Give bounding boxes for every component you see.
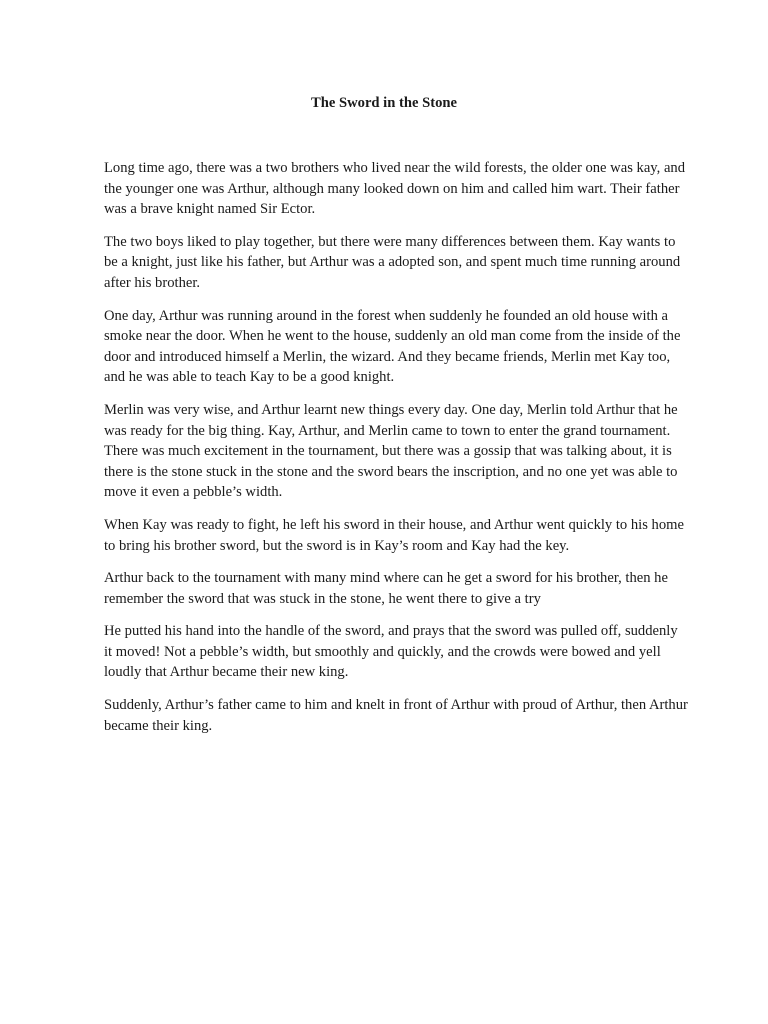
- document-body: [104, 158, 688, 748]
- paragraph: Long time ago, there was a two brothers who lived near the wild forests, the older one was kay, and the younger one was Arthur, although many looked down on him and called him wart. Their father was a brave knight named Sir Ector.: [104, 160, 686, 218]
- paragraph: One day, Arthur was running around in the forest when suddenly he founded an old house with a smoke near the door. When he went to the house, suddenly an old man come from the inside of the door and introduced himself a Merlin, the wizard. And they became friends, Merlin met Kay too, and he was able to teach Kay to be a good knight.: [104, 307, 681, 386]
- paragraph: Arthur back to the tournament with many mind where can he get a sword for his brother, then he remember the sword that was stuck in the stone, he went there to give a try: [104, 570, 668, 607]
- paragraph: He putted his hand into the handle of the sword, and prays that the sword was pulled off, suddenly it moved! Not a pebble’s width, but smoothly and quickly, and the crowds were bowed and yell loudly that Arthur became their new king.: [104, 623, 678, 681]
- paragraph: When Kay was ready to fight, he left his sword in their house, and Arthur went quickly to his home to bring his brother sword, but the sword is in Kay’s room and Kay had the key.: [104, 516, 684, 554]
- paragraph: The two boys liked to play together, but there were many differences between them. Kay wants to be a knight, just like his father, but Arthur was a adopted son, and spent much time running around after his brother.: [104, 233, 681, 291]
- paragraph: Suddenly, Arthur’s father came to him and knelt in front of Arthur with proud of Arthur, then Arthur became their king.: [104, 697, 688, 734]
- document-title: The Sword in the Stone: [311, 95, 457, 111]
- paragraph: Merlin was very wise, and Arthur learnt new things every day. One day, Merlin told Arthur that he was ready for the big thing. Kay, Arthur, and Merlin came to town to enter the grand tournament. There was much excitement in the tournament, but there was a gossip that was talking about, it is there is the stone stuck in the stone and the sword bears the inscription, and no one yet was able to move it even a pebble’s width.: [104, 401, 678, 501]
